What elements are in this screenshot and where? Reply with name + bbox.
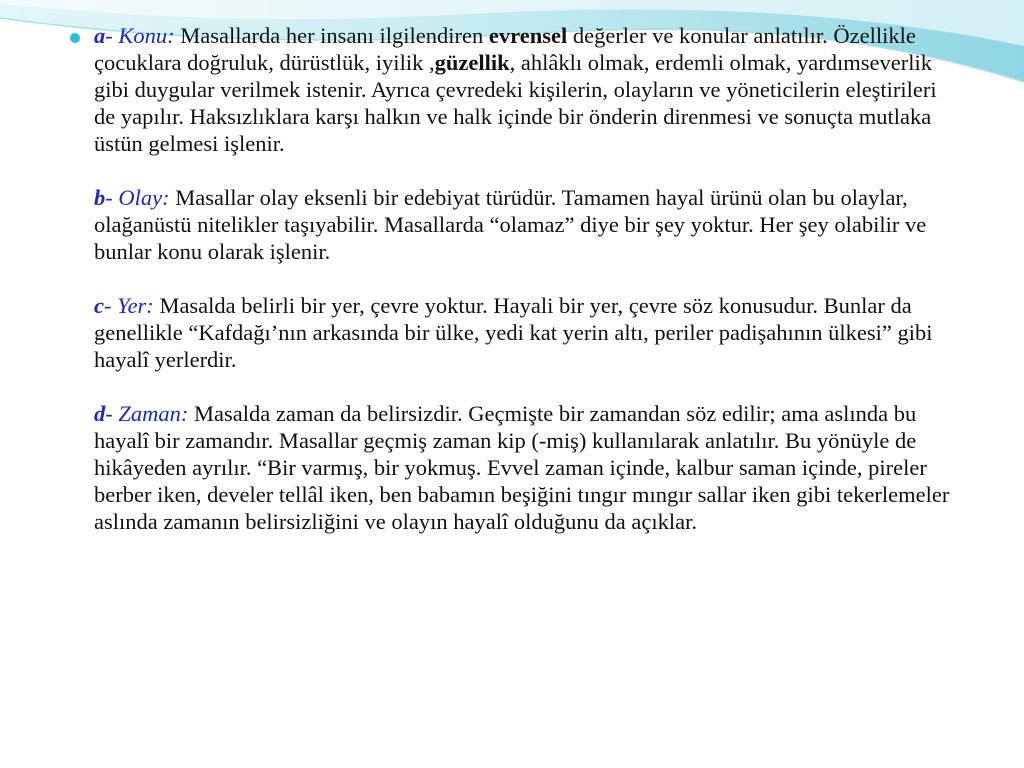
slide-content: [70, 22, 960, 535]
section-label-konu: [94, 23, 175, 48]
section-label-yer: [94, 293, 154, 318]
emphasis-word: evrensel: [488, 23, 568, 48]
section-letter: d: [94, 401, 106, 426]
section-text: Masalda belirli bir yer, çevre yoktur. Hayali bir yer, çevre söz konusudur. Bunlar da genellikle “Kafdağı’nın arkasında bir ülke, yedi kat yerin altı, periler padişahının ülkesi” gibi hayalî yerlerdir.: [94, 293, 933, 372]
section-label-zaman: [94, 401, 188, 426]
section-title: - Yer:: [104, 293, 154, 318]
section-letter: b: [94, 185, 106, 210]
section-text: değerler ve konular anlatılır. Özellikle çocuklara doğruluk, dürüstlük, iyilik ,: [94, 23, 916, 75]
section-text: , ahlâklı olmak, erdemli olmak, yardımseverlik gibi duygular verilmek istenir. Ayrıca çevredeki kişilerin, olayların ve yöneticilerin eleştirileri de yapılır. Haksızlıklara karşı halkın ve halk içinde bir önderin direnmesi ve sonuçta mutlaka üstün gelmesi işlenir.: [94, 50, 937, 156]
section-title: - Konu:: [105, 23, 175, 48]
section-letter: c: [94, 293, 104, 318]
section-title: - Olay:: [105, 185, 170, 210]
section-yer: [94, 292, 960, 373]
section-text: Masallarda her insanı ilgilendiren: [174, 23, 489, 48]
section-title: - Zaman:: [105, 401, 189, 426]
section-olay: [94, 184, 960, 265]
section-letter: a: [94, 23, 106, 48]
section-label-olay: [94, 185, 170, 210]
section-text: Masalda zaman da belirsizdir. Geçmişte bir zamandan söz edilir; ama aslında bu hayalî bir zamandır. Masallar geçmiş zaman kip (-miş) kullanılarak anlatılır. Bu yönüyle de hikâyeden ayrılır. “Bir varmış, bir yokmuş. Evvel zaman içinde, kalbur saman içinde, pireler berber iken, develer tellâl iken, ben babamın beşiğini tıngır mıngır sallar iken gibi tekerlemeler aslında zamanın belirsizliğini ve olayın hayalî olduğunu da açıklar.: [94, 401, 950, 534]
section-text: Masallar olay eksenli bir edebiyat türüdür. Tamamen hayal ürünü olan bu olaylar, olağanüstü nitelikler taşıyabilir. Masallarda “olamaz” diye bir şey yoktur. Her şey olabilir ve bunlar konu olarak işlenir.: [94, 185, 927, 264]
bullet-dot: [70, 33, 80, 43]
section-zaman: [94, 400, 960, 535]
emphasis-word: güzellik: [434, 50, 510, 75]
section-konu: [94, 22, 960, 157]
